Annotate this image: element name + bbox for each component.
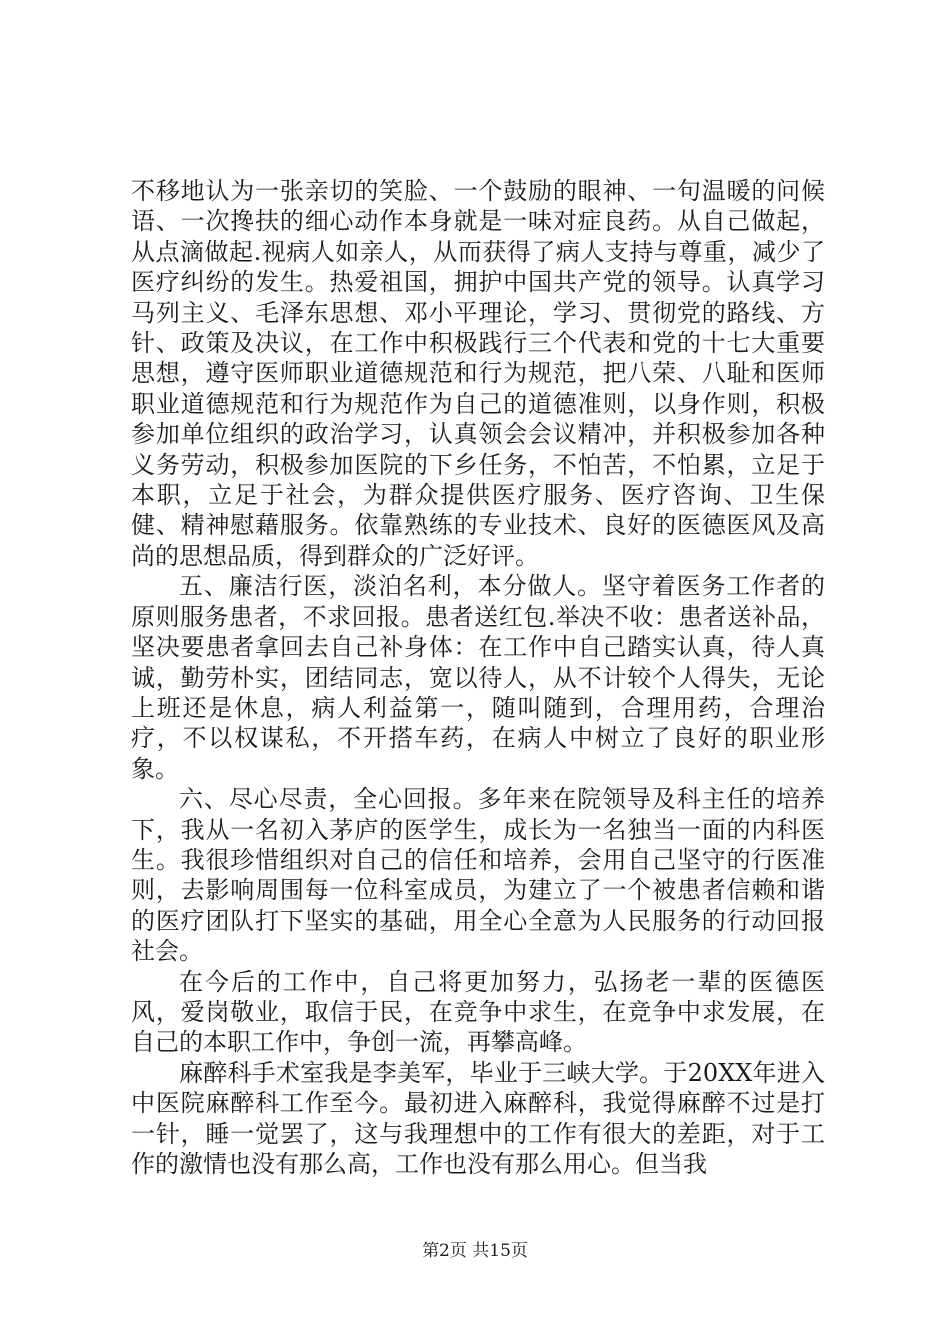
paragraph-section-six: 六、尽心尽责，全心回报。多年来在院领导及科主任的培养下，我从一名初入茅庐的医学生，成长为一名独当一面的内科医生。我很珍惜组织对自己的信任和培养，会用自己坚守的行医准则，去影响周围每一位科室成员，为建立了一个被患者信赖和谐的医疗团队打下坚实的基础，用全心全意为人民服务的行动回报社会。 xyxy=(131,785,825,966)
paragraph-anesthesia-intro: 麻醉科手术室我是李美军，毕业于三峡大学。于20XX年进入中医院麻醉科工作至今。最初进入麻醉科，我觉得麻醉不过是打一针，睡一觉罢了，这与我理想中的工作有很大的差距，对于工作的激情也没有那么高，工作也没有那么用心。但当我 xyxy=(131,1058,825,1178)
paragraph-section-five: 五、廉洁行医，淡泊名利，本分做人。坚守着医务工作者的原则服务患者，不求回报。患者送红包.举决不收：患者送补品，坚决要患者拿回去自己补身体：在工作中自己踏实认真，待人真诚，勤劳朴实，团结同志，宽以待人，从不计较个人得失，无论上班还是休息，病人利益第一，随叫随到，合理用药，合理治疗，不以权谋私，不开搭车药，在病人中树立了良好的职业形象。 xyxy=(131,572,825,783)
document-body xyxy=(131,176,825,1179)
paragraph-continuation: 不移地认为一张亲切的笑脸、一个鼓励的眼神、一句温暖的问候语、一次搀扶的细心动作本身就是一味对症良药。从自己做起，从点滴做起.视病人如亲人，从而获得了病人支持与尊重，减少了医疗纠纷的发生。热爱祖国，拥护中国共产党的领导。认真学习马列主义、毛泽东思想、邓小平理论，学习、贯彻党的路线、方针、政策及决议，在工作中积极践行三个代表和党的十七大重要思想，遵守医师职业道德规范和行为规范，把八荣、八耻和医师职业道德规范和行为规范作为自己的道德准则，以身作则，积极参加单位组织的政治学习，认真领会会议精冲，并积极参加各种义务劳动，积极参加医院的下乡任务，不怕苦，不怕累，立足于本职，立足于社会，为群众提供医疗服务、医疗咨询、卫生保健、精神慰藉服务。依靠熟练的专业技术、良好的医德医风及高尚的思想品质，得到群众的广泛好评。 xyxy=(131,177,825,570)
paragraph-future-work: 在今后的工作中，自己将更加努力，弘扬老一辈的医德医风，爱岗敬业，取信于民，在竞争中求生，在竞争中求发展，在自己的本职工作中，争创一流，再攀高峰。 xyxy=(131,967,825,1057)
page-number-footer: 第2页 共15页 xyxy=(422,1241,528,1261)
